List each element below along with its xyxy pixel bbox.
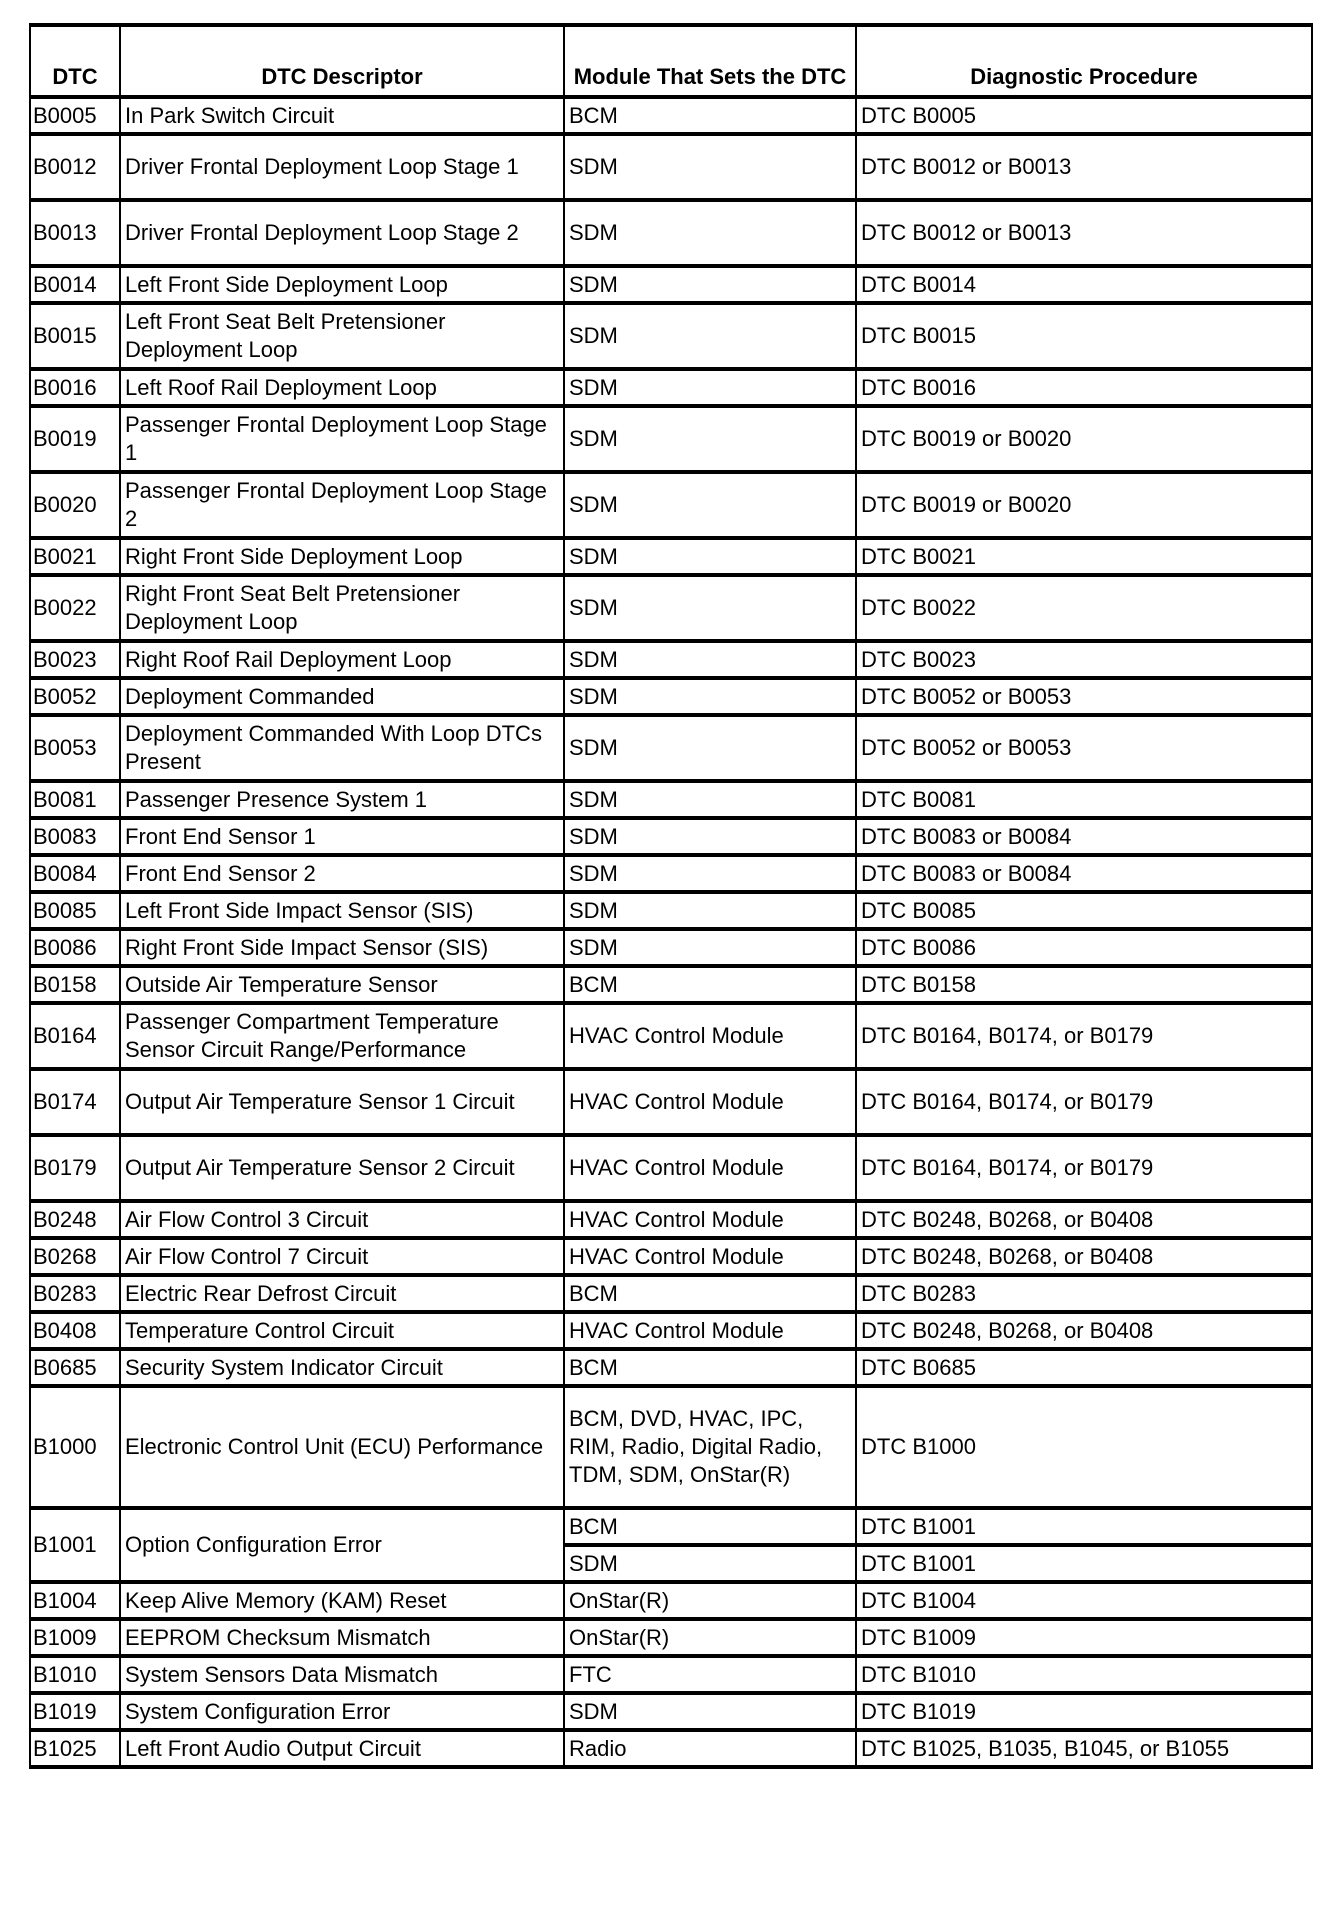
table-row: [30, 1619, 1312, 1656]
table-row: [30, 1693, 1312, 1730]
dtc-code: B1009: [30, 1619, 120, 1656]
table-row: [30, 818, 1312, 855]
dtc-code: B0164: [30, 1003, 120, 1069]
diagnostic-procedure: DTC B0685: [856, 1349, 1312, 1386]
table-row: [30, 134, 1312, 200]
dtc-code: B0685: [30, 1349, 120, 1386]
header-row: [30, 25, 1312, 97]
diagnostic-procedure: DTC B0086: [856, 929, 1312, 966]
dtc-descriptor: Electric Rear Defrost Circuit: [120, 1275, 564, 1312]
module: SDM: [564, 855, 856, 892]
table-row: [30, 266, 1312, 303]
dtc-descriptor: Deployment Commanded: [120, 678, 564, 715]
table-row: [30, 1656, 1312, 1693]
module: HVAC Control Module: [564, 1135, 856, 1201]
table-row: [30, 1238, 1312, 1275]
dtc-code: B0081: [30, 781, 120, 818]
dtc-descriptor: Keep Alive Memory (KAM) Reset: [120, 1582, 564, 1619]
dtc-code: B0158: [30, 966, 120, 1003]
module: BCM: [564, 1275, 856, 1312]
table-row: [30, 1069, 1312, 1135]
module: BCM: [564, 1349, 856, 1386]
dtc-code: B0014: [30, 266, 120, 303]
dtc-descriptor: Output Air Temperature Sensor 1 Circuit: [120, 1069, 564, 1135]
diagnostic-procedure: DTC B0012 or B0013: [856, 134, 1312, 200]
dtc-code: B0012: [30, 134, 120, 200]
table-row: [30, 538, 1312, 575]
diagnostic-procedure: DTC B0012 or B0013: [856, 200, 1312, 266]
dtc-descriptor: Left Front Side Deployment Loop: [120, 266, 564, 303]
diagnostic-procedure: DTC B0248, B0268, or B0408: [856, 1312, 1312, 1349]
dtc-code: B1001: [30, 1508, 120, 1582]
diagnostic-procedure: DTC B0052 or B0053: [856, 715, 1312, 781]
diagnostic-procedure: DTC B1025, B1035, B1045, or B1055: [856, 1730, 1312, 1767]
dtc-code: B0020: [30, 472, 120, 538]
module: HVAC Control Module: [564, 1201, 856, 1238]
module: SDM: [564, 641, 856, 678]
dtc-code: B1010: [30, 1656, 120, 1693]
dtc-descriptor: Left Roof Rail Deployment Loop: [120, 369, 564, 406]
diagnostic-procedure: DTC B0022: [856, 575, 1312, 641]
dtc-code: B0015: [30, 303, 120, 369]
dtc-descriptor: Front End Sensor 1: [120, 818, 564, 855]
dtc-code: B1025: [30, 1730, 120, 1767]
module: SDM: [564, 575, 856, 641]
diagnostic-procedure: DTC B0164, B0174, or B0179: [856, 1003, 1312, 1069]
dtc-descriptor: System Configuration Error: [120, 1693, 564, 1730]
dtc-descriptor: Passenger Frontal Deployment Loop Stage 2: [120, 472, 564, 538]
dtc-code: B0083: [30, 818, 120, 855]
dtc-code: B0053: [30, 715, 120, 781]
dtc-descriptor: Deployment Commanded With Loop DTCs Present: [120, 715, 564, 781]
dtc-descriptor: Electronic Control Unit (ECU) Performance: [120, 1386, 564, 1508]
table-row: [30, 892, 1312, 929]
dtc-code: B0408: [30, 1312, 120, 1349]
dtc-descriptor: Right Front Seat Belt Pretensioner Deployment Loop: [120, 575, 564, 641]
dtc-descriptor: Passenger Frontal Deployment Loop Stage 1: [120, 406, 564, 472]
dtc-descriptor: Left Front Side Impact Sensor (SIS): [120, 892, 564, 929]
table-row: [30, 472, 1312, 538]
dtc-descriptor: EEPROM Checksum Mismatch: [120, 1619, 564, 1656]
diagnostic-procedure: DTC B1004: [856, 1582, 1312, 1619]
diagnostic-procedure: DTC B0158: [856, 966, 1312, 1003]
module: SDM: [564, 303, 856, 369]
dtc-descriptor: Front End Sensor 2: [120, 855, 564, 892]
module: SDM: [564, 134, 856, 200]
diagnostic-procedure: DTC B0164, B0174, or B0179: [856, 1069, 1312, 1135]
module: SDM: [564, 369, 856, 406]
diagnostic-procedure: DTC B0081: [856, 781, 1312, 818]
diagnostic-procedure: DTC B0021: [856, 538, 1312, 575]
table-row: [30, 966, 1312, 1003]
table-row: [30, 97, 1312, 134]
diagnostic-procedure: DTC B1019: [856, 1693, 1312, 1730]
diagnostic-procedure: DTC B1001: [856, 1508, 1312, 1545]
module: BCM: [564, 966, 856, 1003]
table-row: [30, 303, 1312, 369]
module: SDM: [564, 538, 856, 575]
dtc-code: B0268: [30, 1238, 120, 1275]
table-row: [30, 715, 1312, 781]
module: HVAC Control Module: [564, 1312, 856, 1349]
table-row: [30, 1386, 1312, 1508]
module: BCM, DVD, HVAC, IPC, RIM, Radio, Digital Radio, TDM, SDM, OnStar(R): [564, 1386, 856, 1508]
module: SDM: [564, 200, 856, 266]
module: FTC: [564, 1656, 856, 1693]
dtc-code: B0283: [30, 1275, 120, 1312]
table-row: [30, 1275, 1312, 1312]
diagnostic-procedure: DTC B0083 or B0084: [856, 855, 1312, 892]
dtc-descriptor: Right Front Side Deployment Loop: [120, 538, 564, 575]
module: SDM: [564, 1693, 856, 1730]
diagnostic-procedure: DTC B1010: [856, 1656, 1312, 1693]
diagnostic-procedure: DTC B0019 or B0020: [856, 472, 1312, 538]
dtc-code: B1000: [30, 1386, 120, 1508]
dtc-code: B0052: [30, 678, 120, 715]
table-row: [30, 1730, 1312, 1767]
module: SDM: [564, 1545, 856, 1582]
module: Radio: [564, 1730, 856, 1767]
module: SDM: [564, 715, 856, 781]
diagnostic-procedure: DTC B0083 or B0084: [856, 818, 1312, 855]
dtc-descriptor: Left Front Seat Belt Pretensioner Deployment Loop: [120, 303, 564, 369]
module: SDM: [564, 818, 856, 855]
diagnostic-procedure: DTC B0248, B0268, or B0408: [856, 1238, 1312, 1275]
dtc-code: B1004: [30, 1582, 120, 1619]
dtc-descriptor: Option Configuration Error: [120, 1508, 564, 1582]
table-row: [30, 641, 1312, 678]
dtc-descriptor: Outside Air Temperature Sensor: [120, 966, 564, 1003]
module: SDM: [564, 892, 856, 929]
dtc-code: B0174: [30, 1069, 120, 1135]
dtc-code: B0085: [30, 892, 120, 929]
diagnostic-procedure: DTC B1001: [856, 1545, 1312, 1582]
dtc-table: [29, 23, 1313, 1769]
table-row: [30, 678, 1312, 715]
dtc-descriptor: Driver Frontal Deployment Loop Stage 1: [120, 134, 564, 200]
dtc-descriptor: Air Flow Control 7 Circuit: [120, 1238, 564, 1275]
table-row: [30, 575, 1312, 641]
dtc-descriptor: Driver Frontal Deployment Loop Stage 2: [120, 200, 564, 266]
table-row: [30, 1201, 1312, 1238]
diagnostic-procedure: DTC B0052 or B0053: [856, 678, 1312, 715]
dtc-code: B0016: [30, 369, 120, 406]
dtc-descriptor: Air Flow Control 3 Circuit: [120, 1201, 564, 1238]
diagnostic-procedure: DTC B0023: [856, 641, 1312, 678]
module: OnStar(R): [564, 1619, 856, 1656]
dtc-descriptor: Temperature Control Circuit: [120, 1312, 564, 1349]
table-row: [30, 1349, 1312, 1386]
table-row: [30, 929, 1312, 966]
dtc-code: B0023: [30, 641, 120, 678]
module: SDM: [564, 929, 856, 966]
diagnostic-procedure: DTC B0085: [856, 892, 1312, 929]
header-procedure: Diagnostic Procedure: [856, 25, 1312, 97]
table-row: [30, 200, 1312, 266]
dtc-descriptor: Output Air Temperature Sensor 2 Circuit: [120, 1135, 564, 1201]
dtc-descriptor: Security System Indicator Circuit: [120, 1349, 564, 1386]
dtc-code: B1019: [30, 1693, 120, 1730]
diagnostic-procedure: DTC B0016: [856, 369, 1312, 406]
module: OnStar(R): [564, 1582, 856, 1619]
module: SDM: [564, 678, 856, 715]
diagnostic-procedure: DTC B0248, B0268, or B0408: [856, 1201, 1312, 1238]
table-row: [30, 855, 1312, 892]
diagnostic-procedure: DTC B0283: [856, 1275, 1312, 1312]
header-dtc: DTC: [30, 25, 120, 97]
table-row: [30, 406, 1312, 472]
diagnostic-procedure: DTC B0164, B0174, or B0179: [856, 1135, 1312, 1201]
diagnostic-procedure: DTC B1009: [856, 1619, 1312, 1656]
module: SDM: [564, 406, 856, 472]
module: HVAC Control Module: [564, 1069, 856, 1135]
dtc-code: B0248: [30, 1201, 120, 1238]
header-module: Module That Sets the DTC: [564, 25, 856, 97]
table-row: [30, 1508, 1312, 1545]
dtc-descriptor: In Park Switch Circuit: [120, 97, 564, 134]
table-row: [30, 369, 1312, 406]
dtc-descriptor: Right Front Side Impact Sensor (SIS): [120, 929, 564, 966]
dtc-descriptor: Left Front Audio Output Circuit: [120, 1730, 564, 1767]
dtc-code: B0013: [30, 200, 120, 266]
dtc-code: B0179: [30, 1135, 120, 1201]
table-row: [30, 1135, 1312, 1201]
dtc-code: B0086: [30, 929, 120, 966]
dtc-code: B0022: [30, 575, 120, 641]
table-row: [30, 1003, 1312, 1069]
dtc-code: B0021: [30, 538, 120, 575]
diagnostic-procedure: DTC B1000: [856, 1386, 1312, 1508]
header-descriptor: DTC Descriptor: [120, 25, 564, 97]
module: SDM: [564, 472, 856, 538]
diagnostic-procedure: DTC B0019 or B0020: [856, 406, 1312, 472]
module: BCM: [564, 1508, 856, 1545]
module: SDM: [564, 781, 856, 818]
module: SDM: [564, 266, 856, 303]
module: BCM: [564, 97, 856, 134]
dtc-descriptor: Right Roof Rail Deployment Loop: [120, 641, 564, 678]
diagnostic-procedure: DTC B0015: [856, 303, 1312, 369]
dtc-descriptor: Passenger Presence System 1: [120, 781, 564, 818]
module: HVAC Control Module: [564, 1238, 856, 1275]
table-body: [30, 97, 1312, 1767]
dtc-code: B0005: [30, 97, 120, 134]
dtc-code: B0019: [30, 406, 120, 472]
table-row: [30, 1582, 1312, 1619]
table-row: [30, 781, 1312, 818]
dtc-descriptor: System Sensors Data Mismatch: [120, 1656, 564, 1693]
module: HVAC Control Module: [564, 1003, 856, 1069]
diagnostic-procedure: DTC B0005: [856, 97, 1312, 134]
diagnostic-procedure: DTC B0014: [856, 266, 1312, 303]
dtc-descriptor: Passenger Compartment Temperature Sensor Circuit Range/Performance: [120, 1003, 564, 1069]
table-row: [30, 1312, 1312, 1349]
dtc-code: B0084: [30, 855, 120, 892]
